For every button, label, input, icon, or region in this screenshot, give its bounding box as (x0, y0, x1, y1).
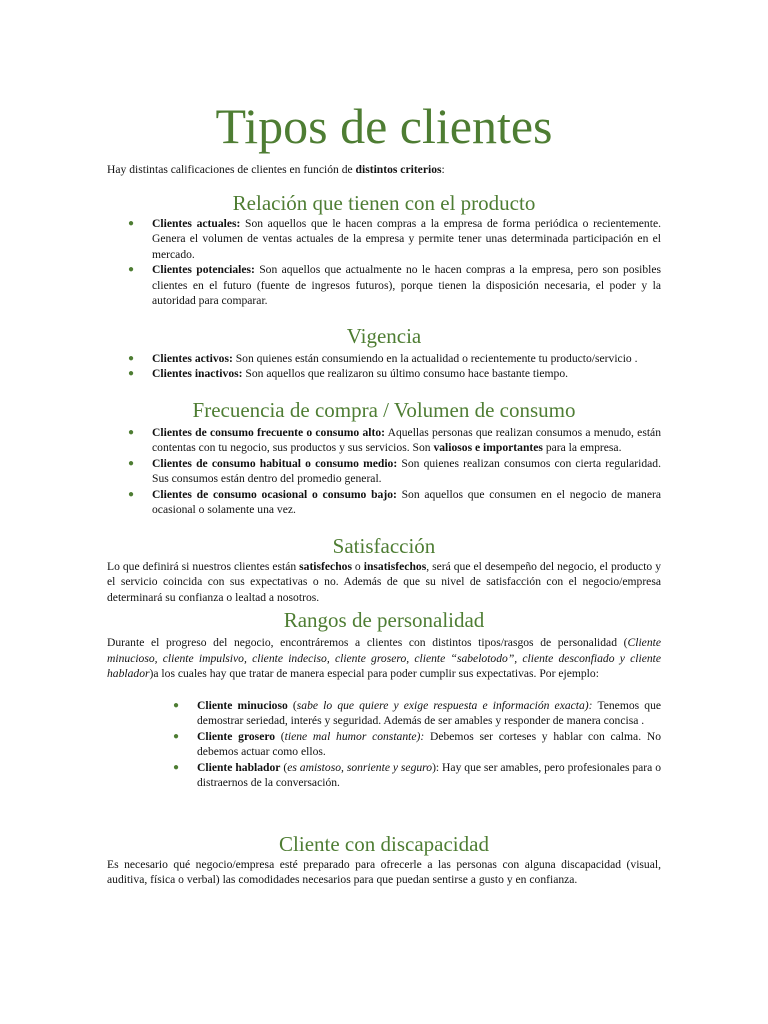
heading-personalidad: Rangos de personalidad (283, 608, 485, 632)
heading-vigencia: Vigencia (346, 323, 422, 348)
bullet-icon: ● (128, 488, 135, 500)
bullet-icon: ● (128, 217, 135, 229)
list-item: ● Clientes activos: Son quienes están consumiendo en la actualidad o recientemente tu producto/servicio . (128, 351, 638, 365)
heading-discapacidad: Cliente con discapacidad (279, 831, 489, 856)
list-item: ● Clientes potenciales: Son aquellos que actualmente no le hacen compras a la empresa, pero son posibles clientes en el futuro (fuente de ingresos futuros), porque tienen la disposición necesaria, el poder y la autoridad para comparar. (128, 263, 661, 307)
heading-frecuencia: Frecuencia de compra / Volumen de consumo (192, 397, 576, 422)
list-item: ● Cliente grosero (tiene mal humor constante): Debemos ser corteses y hablar con calma. No debemos actuar como ellos. (173, 729, 661, 758)
satisfaccion-paragraph: Lo que definirá si nuestros clientes están satisfechos o insatisfechos, será que el desempeño del negocio, el producto y el servicio coincida con sus expectativas o no. Además de que su nivel de satisfacción con el negocio/empresa determinará su confianza o lealtad a nosotros. (107, 559, 661, 604)
list-item: ● Clientes de consumo ocasional o consumo bajo: Son aquellos que consumen en el negocio de manera ocasional o solamente una vez. (128, 487, 661, 516)
list-personalidad (107, 698, 661, 791)
bullet-icon: ● (173, 730, 180, 742)
page-title: Tipos de clientes (215, 98, 553, 154)
heading-satisfaccion: Satisfacción (332, 533, 436, 558)
bullet-icon: ● (128, 457, 135, 469)
list-vigencia (107, 351, 661, 382)
intro-paragraph: Hay distintas calificaciones de clientes en función de distintos criterios: (107, 163, 445, 176)
list-item: ● Cliente hablador (es amistoso, sonriente y seguro): Hay que ser amables, pero profesionales para o distraernos de la conversación. (173, 760, 662, 789)
list-item: ● Cliente minucioso (sabe lo que quiere y exige respuesta e información exacta): Tenemos que demostrar seriedad, interés y seguridad. Además de ser amables y responder de manera concisa . (173, 698, 662, 727)
list-item: ● Clientes de consumo frecuente o consumo alto: Aquellas personas que realizan consumos a menudo, están contentas con tu negocio, sus productos y sus servicios. Son valiosos e importantes para la empresa. (128, 425, 662, 454)
bullet-icon: ● (173, 761, 180, 773)
list-item: ● Clientes de consumo habitual o consumo medio: Son quienes realizan consumos con cierta regularidad. Sus consumos están dentro del promedio general. (128, 456, 661, 485)
list-item: ● Clientes inactivos: Son aquellos que realizaron su último consumo hace bastante tiempo. (128, 367, 569, 380)
bullet-icon: ● (128, 264, 135, 275)
bullet-icon: ● (128, 352, 135, 364)
list-item: ● Clientes actuales: Son aquellos que le hacen compras a la empresa de forma periódica o recientemente. Genera el volumen de ventas actuales de la empresa y permite tener unas determinada participación en el mercado. (128, 216, 661, 261)
bullet-icon: ● (128, 426, 135, 438)
list-frecuencia (107, 425, 661, 518)
heading-relacion: Relación que tienen con el producto (232, 190, 536, 215)
bullet-icon: ● (173, 699, 180, 711)
list-relacion (107, 216, 661, 309)
bullet-icon: ● (128, 368, 135, 379)
discapacidad-paragraph: Es necesario qué negocio/empresa esté preparado para ofrecerle a las personas con alguna discapacidad (visual, auditiva, física o verbal) las comodidades necesarios para que puedan sentirse a gusto y en confianza. (107, 857, 661, 886)
personalidad-paragraph: Durante el progreso del negocio, encontráremos a clientes con distintos tipos/rasgos de personalidad (Cliente minucioso, cliente impulsivo, cliente indeciso, cliente grosero, cliente “sabelotodo”, cliente desconfiado y cliente hablador)a los cuales hay que tratar de manera especial para poder cumplir sus expectativas. Por ejemplo: (107, 636, 661, 680)
